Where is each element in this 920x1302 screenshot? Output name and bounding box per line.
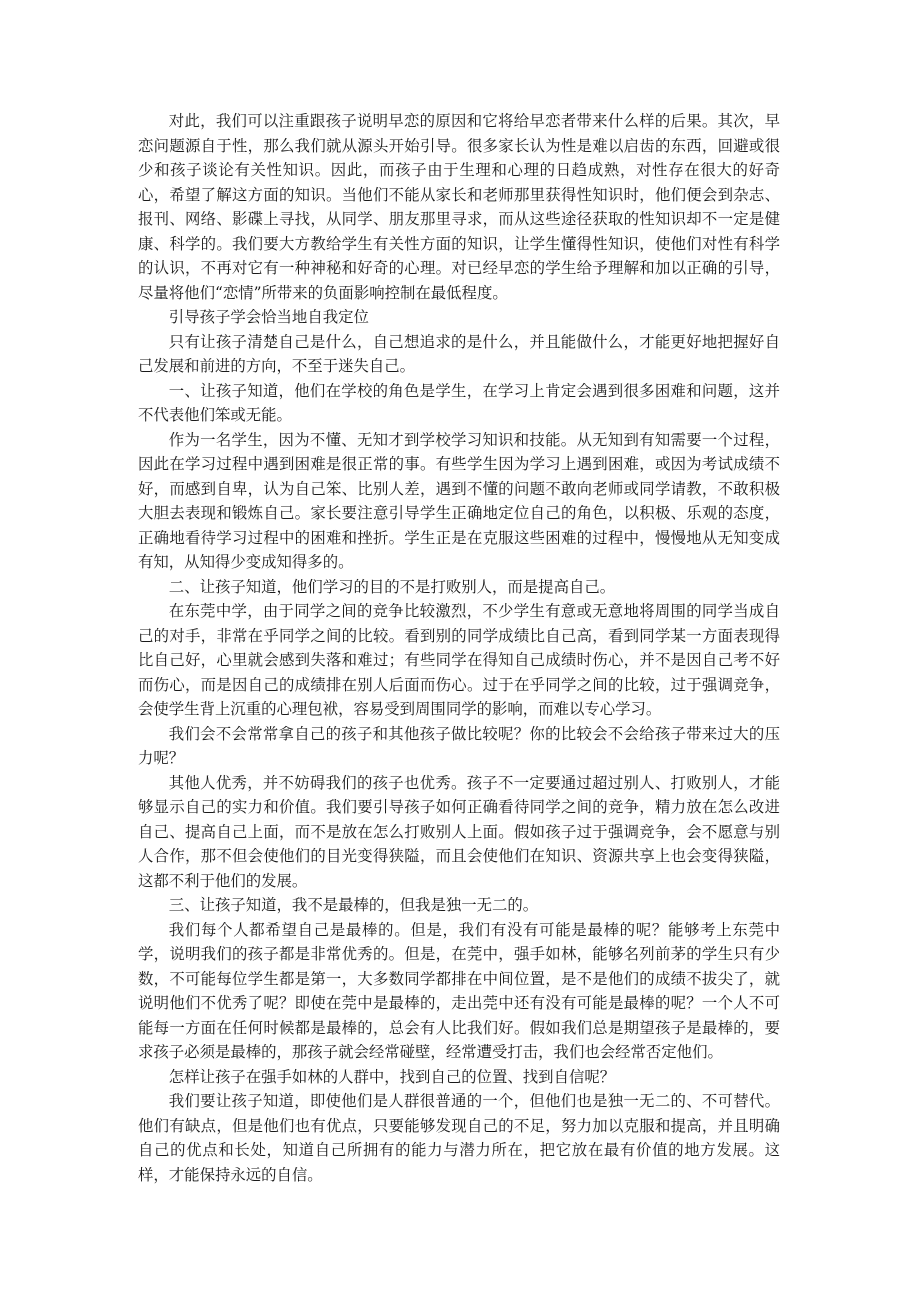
paragraph: 在东莞中学，由于同学之间的竞争比较激烈，不少学生有意或无意地将周围的同学当成自己的对手，非常在乎同学之间的比较。看到别的同学成绩比自己高，看到同学某一方面表现得比自己好，心里就会感到失落和难过；有些同学在得知自己成绩时伤心，并不是因自己考不好而伤心，而是因自己的成绩排在别人后面而伤心。过于在乎同学之间的比较，过于强调竞争，会使学生背上沉重的心理包袱，容易受到周围同学的影响，而难以专心学习。 [138, 602, 780, 718]
point-heading: 三、让孩子知道，我不是最棒的，但我是独一无二的。 [168, 896, 539, 914]
point-heading: 二、让孩子知道，他们学习的目的不是打败别人，而是提高自己。 [168, 577, 616, 596]
document-body [138, 109, 780, 1187]
point-heading: 一、让孩子知道，他们在学校的角色是学生，在学习上肯定会遇到很多困难和问题，这并不代表他们笨或无能。 [138, 381, 780, 424]
paragraph: 我们要让孩子知道，即使他们是人群很普通的一个，但他们也是独一无二的、不可替代。他们有缺点，但是他们也有优点，只要能够发现自己的不足，努力加以克服和提高，并且明确自己的优点和长处，知道自己所拥有的能力与潜力所在，把它放在最有价值的地方发展。这样，才能保持永远的自信。 [138, 1092, 780, 1184]
paragraph: 我们会不会常常拿自己的孩子和其他孩子做比较呢？你的比较会不会给孩子带来过大的压力呢？ [138, 724, 780, 767]
paragraph: 作为一名学生，因为不懂、无知才到学校学习知识和技能。从无知到有知需要一个过程，因此在学习过程中遇到困难是很正常的事。有些学生因为学习上遇到困难，或因为考试成绩不好，而感到自卑，认为自己笨、比别人差，遇到不懂的问题不敢向老师或同学请教，不敢积极大胆去表现和锻炼自己。家长要注意引导学生正确地定位自己的角色，以积极、乐观的态度，正确地看待学习过程中的困难和挫折。学生正是在克服这些困难的过程中，慢慢地从无知变成有知，从知得少变成知得多的。 [138, 430, 780, 571]
section-heading: 引导孩子学会恰当地自我定位 [168, 308, 369, 326]
paragraph: 对此，我们可以注重跟孩子说明早恋的原因和它将给早恋者带来什么样的后果。其次，早恋问题源自于性，那么我们就从源头开始引导。很多家长认为性是难以启齿的东西，回避或很少和孩子谈论有关性知识。因此，而孩子由于生理和心理的日趋成熟，对性存在很大的好奇心，希望了解这方面的知识。当他们不能从家长和老师那里获得性知识时，他们便会到杂志、报刊、网络、影碟上寻找，从同学、朋友那里寻求，而从这些途径获取的性知识却不一定是健康、科学的。我们要大方教给学生有关性方面的知识，让学生懂得性知识，使他们对性有科学的认识，不再对它有一种神秘和好奇的心理。对已经早恋的学生给予理解和加以正确的引导，尽量将他们“恋情”所带来的负面影响控制在最低程度。 [138, 112, 780, 302]
paragraph: 只有让孩子清楚自己是什么，自己想追求的是什么，并且能做什么，才能更好地把握好自己发展和前进的方向，不至于迷失自己。 [138, 332, 780, 375]
paragraph: 我们每个人都希望自己是最棒的。但是，我们有没有可能是最棒的呢？能够考上东莞中学，说明我们的孩子都是非常优秀的。但是，在莞中，强手如林，能够名列前茅的学生只有少数，不可能每位学生都是第一，大多数同学都排在中间位置，是不是他们的成绩不拔尖了，就说明他们不优秀了呢？即使在莞中是最棒的，走出莞中还有没有可能是最棒的呢？一个人不可能每一方面在任何时候都是最棒的，总会有人比我们好。假如我们总是期望孩子是最棒的，要求孩子必须是最棒的，那孩子就会经常碰壁，经常遭受打击，我们也会经常否定他们。 [138, 920, 780, 1061]
paragraph: 怎样让孩子在强手如林的人群中，找到自己的位置、找到自信呢？ [168, 1067, 616, 1086]
paragraph: 其他人优秀，并不妨碍我们的孩子也优秀。孩子不一定要通过超过别人、打败别人，才能够显示自己的实力和价值。我们要引导孩子如何正确看待同学之间的竞争，精力放在怎么改进自己、提高自己上面，而不是放在怎么打败别人上面。假如孩子过于强调竞争，会不愿意与别人合作，那不但会使他们的目光变得狭隘，而且会使他们在知识、资源共享上也会变得狭隘，这都不利于他们的发展。 [138, 773, 780, 890]
